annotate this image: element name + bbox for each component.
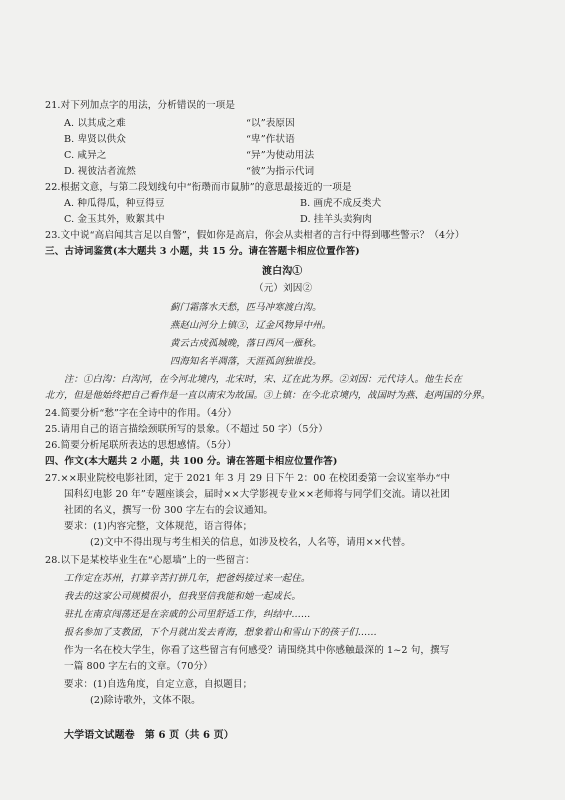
poem-line-4: 四海知名半凋落，天涯孤剑独谁投。 [170, 356, 322, 367]
q25-stem: 25.请用自己的语言描绘颈联所写的景象。（不超过 50 字）（5分） [45, 424, 328, 435]
q23-stem: 23.文中说“高启闻其言足以自警”，假如你是高启，你会从卖柑者的言行中得到哪些警示？（4分） [45, 230, 465, 241]
q26-stem: 26.简要分析尾联所表达的思想感情。（5分） [45, 440, 237, 451]
section4-heading: 四、作文(本大题共 2 小题，共 100 分。请在答题卡相应位置作答) [45, 456, 338, 467]
q22-option-c: C. 金玉其外，败絮其中 [64, 214, 165, 225]
q28-stem: 28.以下是某校毕业生在“心愿墙”上的一些留言： [45, 555, 255, 566]
q21-option-c-note: “异”为使动用法 [246, 150, 315, 161]
q22-option-a: A. 种瓜得瓜，种豆得豆 [64, 198, 165, 209]
q28-requirement-1: 要求：(1)自选角度，自定立意，自拟题目； [64, 679, 253, 690]
q28-quote-3: 驻扎在南京闯荡还是在亲戚的公司里舒适工作，纠结中…… [64, 609, 311, 620]
q24-stem: 24.简要分析“愁”字在全诗中的作用。（4分） [45, 408, 237, 419]
q28-task-2: 一篇 800 字左右的文章。（70分） [64, 661, 213, 672]
q21-option-c: C. 咸异之 [64, 150, 107, 161]
poem-author: （元）刘因② [254, 283, 313, 294]
q21-option-d-note: “彼”为指示代词 [246, 166, 315, 177]
q22-option-b: B. 画虎不成反类犬 [300, 198, 382, 209]
q21-option-d: D. 视彼沽者流然 [64, 166, 136, 177]
poem-line-1: 蓟门霜落水天愁，匹马冲寒渡白沟。 [170, 302, 322, 313]
q21-option-a-note: “以”表原因 [246, 118, 295, 129]
poem-title: 渡白沟① [262, 266, 303, 277]
q27-line-3: 社团的名义，撰写一份 300 字左右的会议通知。 [64, 505, 274, 516]
page-footer: 大学语文试题卷 第 6 页（共 6 页） [64, 730, 234, 741]
q27-requirement-2: (2)文中不得出现与考生相关的信息，如涉及校名，人名等，请用××代替。 [90, 537, 411, 548]
q21-option-b-note: “卑”作状语 [246, 134, 295, 145]
section3-heading: 三、古诗词鉴赏(本大题共 3 小题，共 15 分。请在答题卡相应位置作答) [45, 246, 360, 257]
q21-stem: 21.对下列加点字的用法，分析错误的一项是 [45, 100, 236, 111]
poem-note-1: 注：①白沟：白沟河，在今河北境内，北宋时，宋、辽在此为界。②刘因：元代诗人。他生长在 [64, 374, 462, 385]
q28-quote-4: 报名参加了支教团，下个月就出发去青海，想象着山和雪山下的孩子们…… [64, 627, 377, 638]
q28-quote-2: 我去的这家公司规模很小，但我坚信我能和她一起成长。 [64, 591, 301, 602]
q28-requirement-2: (2)除诗歌外，文体不限。 [90, 695, 201, 706]
q21-option-a: A. 以其成之难 [64, 118, 126, 129]
q28-task-1: 作为一名在校大学生，你看了这些留言有何感受？请围绕其中你感触最深的 1~2 句，撰写 [64, 645, 450, 656]
q22-option-d: D. 挂羊头卖狗肉 [300, 214, 372, 225]
q27-line-1: 27.××职业院校电影社团，定于 2021 年 3 月 29 日下午 2：00 在校团委第一会议室举办“中 [45, 473, 451, 484]
q28-quote-1: 工作定在苏州，打算辛苦打拼几年，把爸妈接过来一起住。 [64, 573, 311, 584]
poem-note-2: 北方，但是他始终把自己看作是一直以南宋为故国。③上镇：在今北京境内，战国时为燕、赵两国的分界。 [45, 390, 491, 401]
q21-option-b: B. 卑贤以供众 [64, 134, 126, 145]
q27-line-2: 国科幻电影 20 年”专题座谈会，届时××大学影视专业××老师将与同学们交流。请以社团 [64, 489, 450, 500]
q22-stem: 22.根据文意，与第二段划线句中“衔瓒而市鼠肺”的意思最接近的一项是 [45, 182, 352, 193]
poem-line-2: 燕赵山河分上镇③，辽金风物异中州。 [170, 320, 332, 331]
poem-line-3: 黄云古戍孤城晚，落日西风一雁秋。 [170, 338, 322, 349]
q27-requirement-1: 要求：(1)内容完整，文体规范，语言得体； [64, 521, 253, 532]
